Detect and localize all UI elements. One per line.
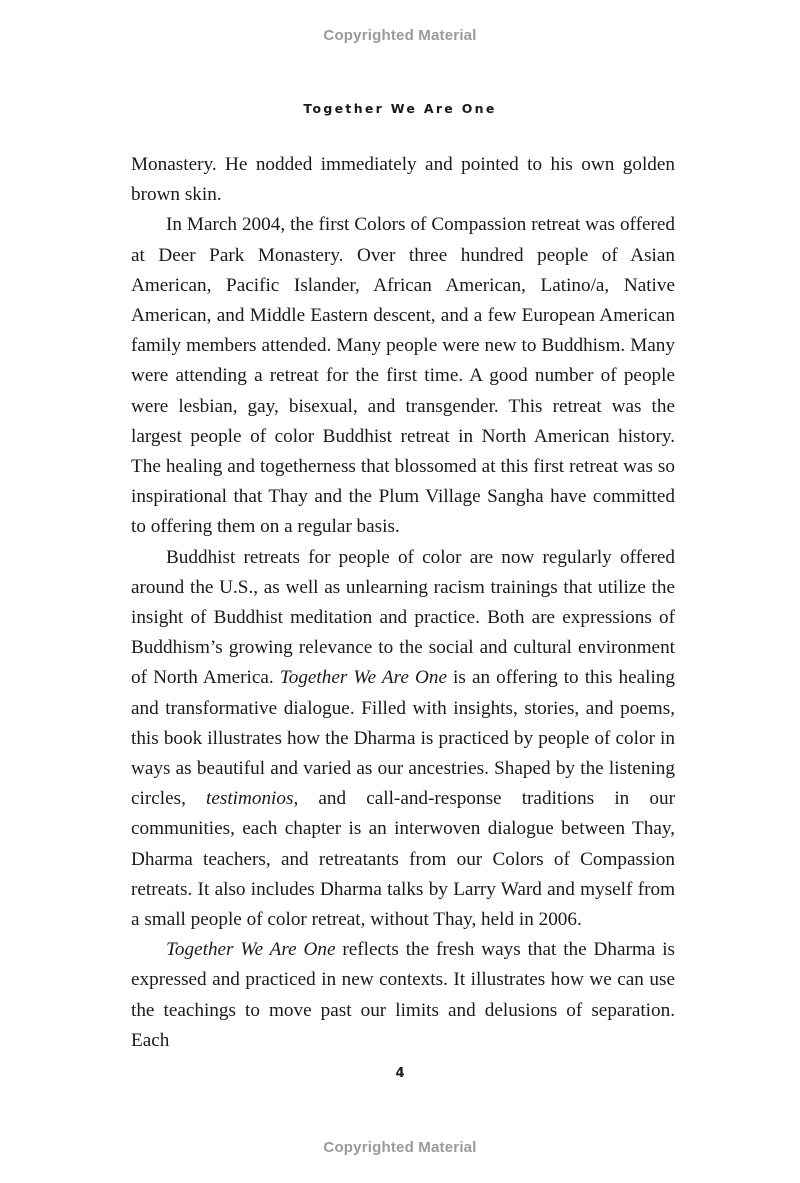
paragraph-1: Monastery. He nodded immediately and pointed to his own golden brown skin. [131,154,675,206]
book-title-italic: Together We Are One [279,667,447,689]
paragraph-2: In March 2004, the first Colors of Compassion retreat was offered at Deer Park Monastery. Over three hundred people of Asian American, Pacific Islander, African American, Latino/a, Native American, and Middle Eastern descent, and a few European American family members attended. Many people were new to Buddhism. Many were attending a retreat for the first time. A good number of people were lesbian, gay, bisexual, and transgender. This retreat was the largest people of color Buddhist retreat in North American history. The healing and togetherness that blossomed at this first retreat was so inspirational that Thay and the Plum Village Sangha have committed to offering them on a regular basis. [131,214,675,538]
page-number: 4 [395,1066,405,1081]
paragraph-3-part-1: Buddhist retreats for people of color are now regularly offered around the U.S., as well as unlearning racism trainings that utilize the insight of Buddhist meditation and practice. Both are expressions of Buddhism’s growing relevance to the social and cultural environment of North America. [131,546,675,689]
paragraph-4 [131,935,675,1056]
paragraph-4-part-1: reflects the fresh ways that the Dharma is expressed and practiced in new contexts. It illustrates how we can use the teachings to move past our limits and delusions of separation. Each [131,939,675,1051]
book-title-italic: Together We Are One [166,939,336,961]
paragraph-3-part-2: is an offering to this healing and transformative dialogue. Filled with insights, stories, and poems, this book illustrates how the Dharma is practiced by people of color in ways as beautiful and varied as our ancestries. Shaped by the listening circles, [131,667,675,810]
paragraph-3 [131,543,675,936]
body-text [131,150,675,1056]
copyright-watermark-bottom: Copyrighted Material [323,1139,477,1156]
paragraph-3-part-3: , and call-and-response traditions in our communities, each chapter is an interwoven dialogue between Thay, Dharma teachers, and retreatants from our Colors of Compassion retreats. It also includes Dharma talks by Larry Ward and myself from a small people of color retreat, without Thay, held in 2006. [131,788,675,931]
running-head: Together We Are One [303,101,497,116]
copyright-watermark-top: Copyrighted Material [323,27,477,44]
testimonios-italic: testimonios [206,788,294,810]
